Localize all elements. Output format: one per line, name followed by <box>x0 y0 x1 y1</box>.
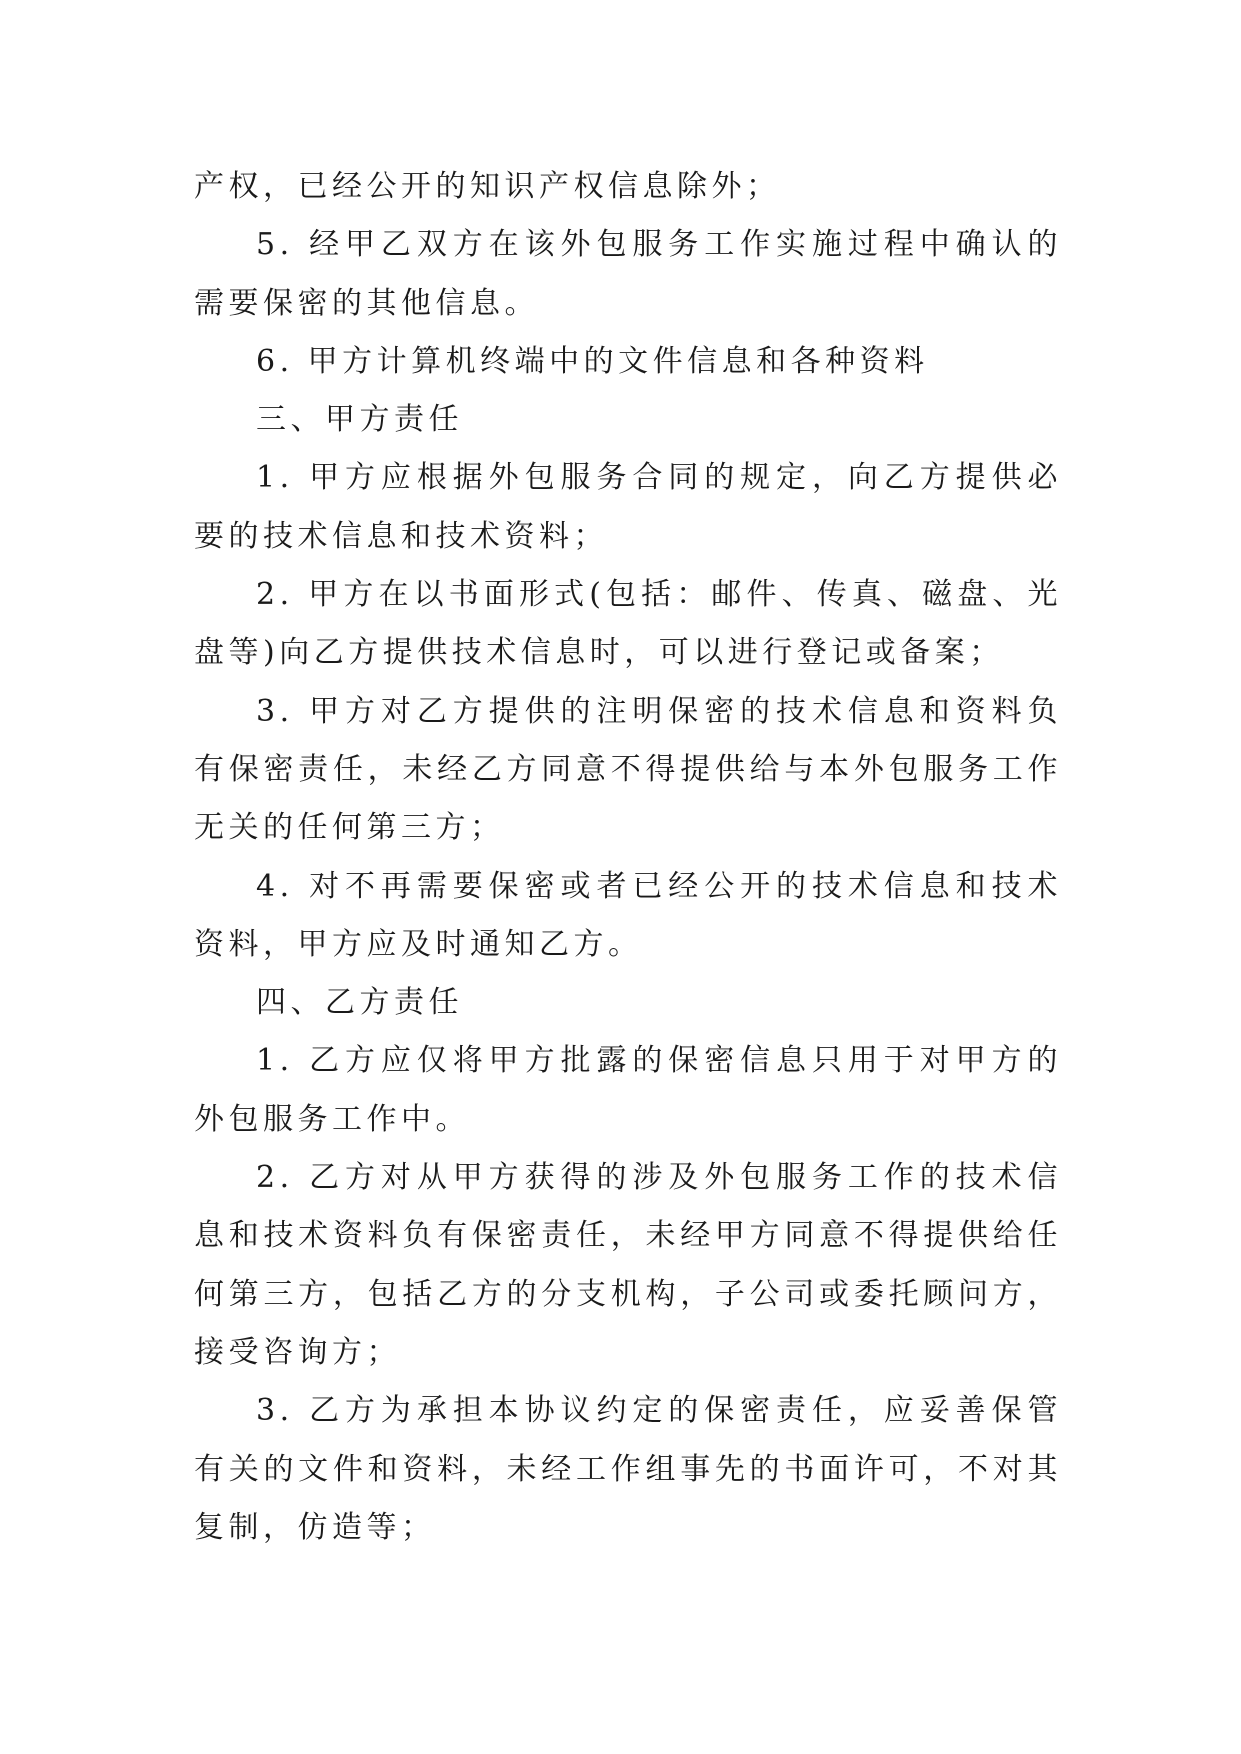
paragraph-item-6: 6. 甲方计算机终端中的文件信息和各种资料 <box>256 343 929 379</box>
section-heading-party-a-duties: 三、甲方责任 <box>256 402 463 438</box>
paragraph-ip-continuation: 产权，已经公开的知识产权信息除外； <box>194 169 781 204</box>
paragraph-party-b-item-3: 3. 乙方为承担本协议约定的保密责任，应妥善保管有关的文件和资料，未经工作组事先的书面许可，不对其复制，仿造等； <box>194 1393 1062 1545</box>
document-page <box>194 158 1062 1557</box>
paragraph-party-a-item-2: 2. 甲方在以书面形式(包括：邮件、传真、磁盘、光盘等)向乙方提供技术信息时，可以进行登记或备案； <box>194 577 1062 671</box>
paragraph-party-a-item-1: 1. 甲方应根据外包服务合同的规定，向乙方提供必要的技术信息和技术资料； <box>194 460 1062 554</box>
paragraph-party-b-item-2: 2. 乙方对从甲方获得的涉及外包服务工作的技术信息和技术资料负有保密责任，未经甲方同意不得提供给任何第三方，包括乙方的分支机构，子公司或委托顾问方，接受咨询方； <box>194 1160 1062 1370</box>
section-heading-party-b-duties: 四、乙方责任 <box>256 985 463 1021</box>
paragraph-party-a-item-3: 3. 甲方对乙方提供的注明保密的技术信息和资料负有保密责任，未经乙方同意不得提供给与本外包服务工作无关的任何第三方； <box>194 693 1062 846</box>
paragraph-party-b-item-1: 1. 乙方应仅将甲方批露的保密信息只用于对甲方的外包服务工作中。 <box>194 1043 1062 1137</box>
paragraph-item-5: 5. 经甲乙双方在该外包服务工作实施过程中确认的需要保密的其他信息。 <box>194 227 1062 321</box>
paragraph-party-a-item-4: 4. 对不再需要保密或者已经公开的技术信息和技术资料，甲方应及时通知乙方。 <box>194 868 1062 962</box>
